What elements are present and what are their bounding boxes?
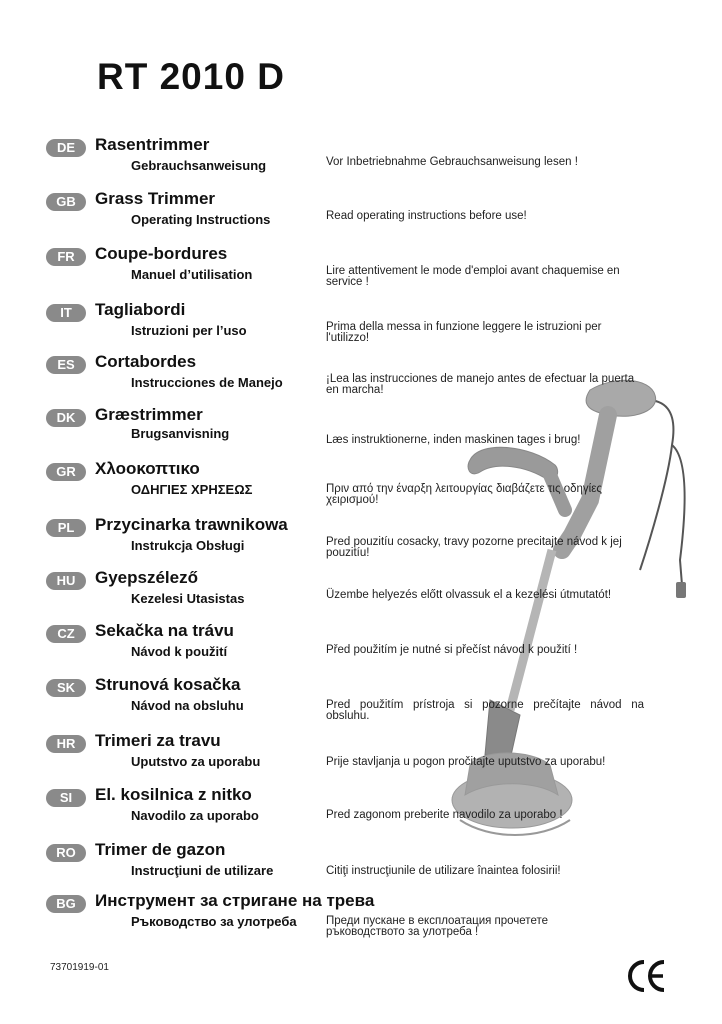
manual-type: Navodilo za uporabo [131, 808, 259, 823]
product-name: Χλοοκοπτικο [95, 459, 200, 478]
language-entry-pl [0, 515, 722, 569]
manual-type: Ръководство за улотреба [131, 914, 297, 929]
manual-type: Instrucciones de Manejo [131, 375, 283, 390]
product-title: RT 2010 D [97, 56, 285, 97]
manual-type: Návod k použití [131, 644, 228, 659]
language-entry-cz [0, 621, 722, 675]
product-name: Trimer de gazon [95, 840, 226, 859]
language-code-badge: GR [46, 463, 86, 481]
product-name: Gyepszélező [95, 568, 198, 587]
read-instructions-note: Üzembe helyezés előtt olvassuk el a kezelési útmutatót! [326, 589, 612, 601]
manual-type: Instrukcja Obsługi [131, 538, 245, 553]
product-name: Grass Trimmer [95, 189, 216, 208]
language-entry-hu [0, 568, 722, 622]
language-code-badge: FR [46, 248, 86, 266]
language-code-badge: RO [46, 844, 86, 862]
language-code-badge: BG [46, 895, 86, 913]
read-instructions-note: Read operating instructions before use! [326, 210, 527, 222]
manual-type: ΟΔΗΓΙΕΣ ΧΡΗΣΕΩΣ [131, 482, 253, 497]
read-instructions-note: Vor Inbetriebnahme Gebrauchsanweisung lesen ! [326, 156, 578, 168]
language-code-badge: DK [46, 409, 86, 427]
language-code-badge: SK [46, 679, 86, 697]
language-code-badge: GB [46, 193, 86, 211]
language-entry-es [0, 352, 722, 406]
language-code-badge: ES [46, 356, 86, 374]
language-code-badge: DE [46, 139, 86, 157]
language-entry-gr [0, 459, 722, 513]
read-instructions-note: Před použitím je nutné si přečíst návod k použití ! [326, 644, 578, 656]
language-entry-gb [0, 189, 722, 243]
manual-type: Istruzioni per l’uso [131, 323, 247, 338]
read-instructions-note: Læs instruktionerne, inden maskinen tages i brug! [326, 434, 581, 446]
read-instructions-note: Pred zagonom preberite navodilo za uporabo ! [326, 809, 563, 821]
read-instructions-note: ¡Lea las instrucciones de manejo antes de efectuar la puerta en marcha! [326, 373, 635, 396]
product-name: Przycinarka trawnikowa [95, 515, 288, 534]
product-name: Strunová kosačka [95, 675, 241, 694]
product-name: Coupe-bordures [95, 244, 228, 263]
read-instructions-note: Lire attentivement le mode d'emploi avant chaquemise en service ! [326, 265, 620, 288]
manual-type: Instrucţiuni de utilizare [131, 863, 274, 878]
product-name: Cortabordes [95, 352, 197, 371]
language-entry-ro [0, 840, 722, 894]
language-entry-sk [0, 675, 722, 729]
product-name: Инструмент за стригане на трева [95, 891, 375, 910]
read-instructions-note: Prima della messa in funzione leggere le istruzioni per l'utilizzo! [326, 321, 602, 344]
manual-type: Návod na obsluhu [131, 698, 244, 713]
product-name: Trimeri za travu [95, 731, 221, 750]
ce-mark-icon [627, 958, 667, 994]
manual-type: Manuel d’utilisation [131, 267, 253, 282]
product-name: El. kosilnica z nitko [95, 785, 252, 804]
manual-type: Uputstvo za uporabu [131, 754, 261, 769]
document-number: 73701919-01 [50, 962, 109, 973]
language-entry-fr [0, 244, 722, 298]
language-code-badge: HU [46, 572, 86, 590]
language-entry-de [0, 135, 722, 189]
language-entry-dk [0, 405, 722, 459]
manual-type: Kezelesi Utasistas [131, 591, 245, 606]
language-code-badge: CZ [46, 625, 86, 643]
product-name: Tagliabordi [95, 300, 186, 319]
read-instructions-note: Citiţi instrucţiunile de utilizare înaintea folosirii! [326, 865, 561, 877]
language-entry-it [0, 300, 722, 354]
language-code-badge: SI [46, 789, 86, 807]
language-code-badge: IT [46, 304, 86, 322]
language-entry-hr [0, 731, 722, 785]
read-instructions-note: Prije stavljanja u pogon pročitajte uputstvo za uporabu! [326, 756, 606, 768]
manual-type: Gebrauchsanweisung [131, 158, 267, 173]
manual-type: Operating Instructions [131, 212, 271, 227]
language-code-badge: PL [46, 519, 86, 537]
language-entry-bg [0, 891, 722, 945]
product-name: Sekačka na trávu [95, 621, 234, 640]
read-instructions-note: Πριν από την έναρξη λειτουργίας διαβάζετε τις οδηγίες χειρισμού! [326, 483, 602, 506]
product-name: Græstrimmer [95, 405, 203, 424]
language-entry-si [0, 785, 722, 839]
read-instructions-note: Преди пускане в експлоатация прочетете ръководството за улотреба ! [326, 915, 548, 938]
product-name: Rasentrimmer [95, 135, 210, 154]
manual-type: Brugsanvisning [131, 426, 230, 441]
read-instructions-note: Pred použitím prístroja si pozorne prečítajte návod na obsluhu. [326, 699, 644, 722]
read-instructions-note: Pred pouzitíu cosacky, travy pozorne precitajte návod k jej pouzitíu! [326, 536, 622, 559]
language-code-badge: HR [46, 735, 86, 753]
